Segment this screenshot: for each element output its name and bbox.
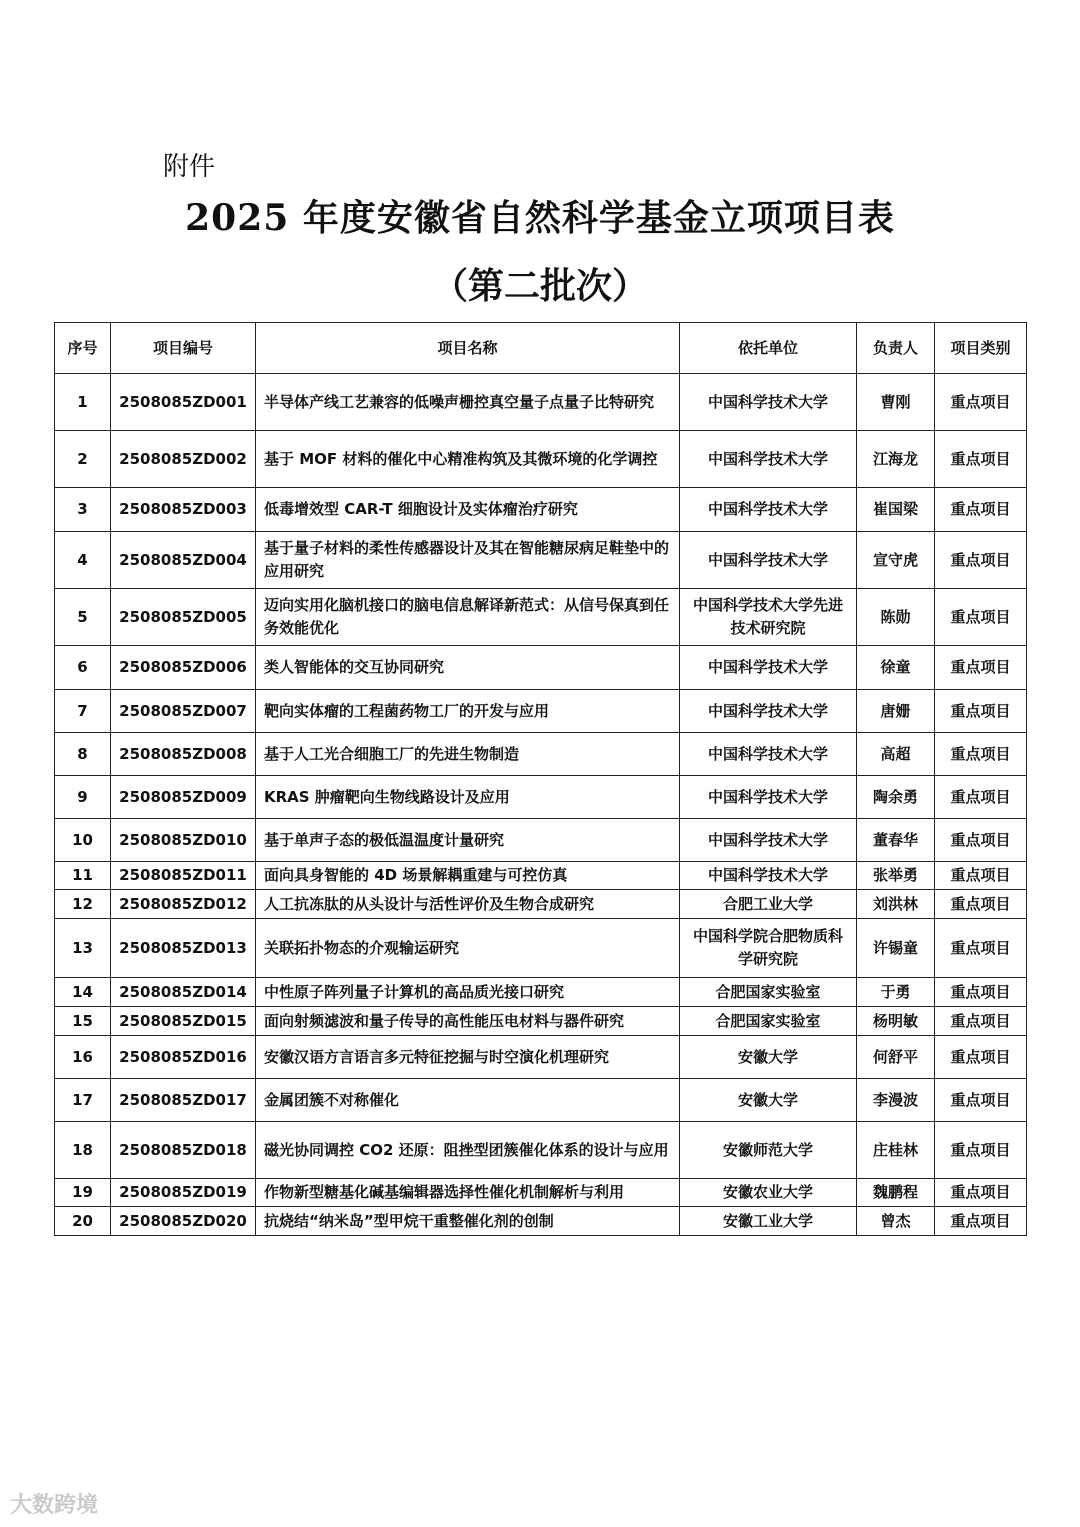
- table-row: [55, 919, 1027, 978]
- cell-lead: 董春华: [857, 819, 935, 862]
- cell-code: 2508085ZD014: [111, 978, 256, 1007]
- cell-no: 19: [55, 1179, 111, 1207]
- cell-no: 11: [55, 862, 111, 890]
- cell-name: 金属团簇不对称催化: [256, 1079, 680, 1122]
- table-row: [55, 431, 1027, 488]
- cell-type: 重点项目: [935, 1207, 1027, 1236]
- cell-unit: 安徽师范大学: [680, 1122, 857, 1179]
- cell-unit: 中国科学技术大学: [680, 488, 857, 532]
- table-header-row: [55, 323, 1027, 374]
- cell-no: 2: [55, 431, 111, 488]
- page-title: 2025 年度安徽省自然科学基金立项项目表: [185, 197, 895, 239]
- cell-type: 重点项目: [935, 690, 1027, 733]
- table-row: [55, 978, 1027, 1007]
- cell-name: KRAS 肿瘤靶向生物线路设计及应用: [256, 776, 680, 819]
- cell-unit: 中国科学院合肥物质科学研究院: [680, 919, 857, 978]
- cell-code: 2508085ZD007: [111, 690, 256, 733]
- cell-no: 13: [55, 919, 111, 978]
- cell-no: 12: [55, 890, 111, 919]
- table-row: [55, 532, 1027, 589]
- cell-code: 2508085ZD008: [111, 733, 256, 776]
- cell-type: 重点项目: [935, 890, 1027, 919]
- cell-name: 面向具身智能的 4D 场景解耦重建与可控仿真: [256, 862, 680, 890]
- cell-lead: 于勇: [857, 978, 935, 1007]
- header-type: 项目类别: [935, 323, 1027, 374]
- cell-unit: 安徽农业大学: [680, 1179, 857, 1207]
- cell-code: 2508085ZD013: [111, 919, 256, 978]
- cell-type: 重点项目: [935, 488, 1027, 532]
- cell-name: 靶向实体瘤的工程菌药物工厂的开发与应用: [256, 690, 680, 733]
- cell-unit: 中国科学技术大学: [680, 431, 857, 488]
- cell-no: 9: [55, 776, 111, 819]
- cell-code: 2508085ZD015: [111, 1007, 256, 1036]
- table-row: [55, 819, 1027, 862]
- cell-no: 8: [55, 733, 111, 776]
- cell-no: 15: [55, 1007, 111, 1036]
- cell-unit: 合肥国家实验室: [680, 978, 857, 1007]
- cell-type: 重点项目: [935, 589, 1027, 646]
- cell-lead: 宣守虎: [857, 532, 935, 589]
- cell-name: 作物新型糖基化碱基编辑器选择性催化机制解析与利用: [256, 1179, 680, 1207]
- cell-no: 4: [55, 532, 111, 589]
- cell-type: 重点项目: [935, 776, 1027, 819]
- cell-name: 磁光协同调控 CO2 还原：阻挫型团簇催化体系的设计与应用: [256, 1122, 680, 1179]
- cell-name: 基于单声子态的极低温温度计量研究: [256, 819, 680, 862]
- cell-unit: 中国科学技术大学: [680, 819, 857, 862]
- cell-lead: 江海龙: [857, 431, 935, 488]
- cell-lead: 曹刚: [857, 374, 935, 431]
- header-name: 项目名称: [256, 323, 680, 374]
- cell-lead: 魏鹏程: [857, 1179, 935, 1207]
- cell-type: 重点项目: [935, 646, 1027, 690]
- cell-type: 重点项目: [935, 1179, 1027, 1207]
- table-row: [55, 488, 1027, 532]
- header-no: 序号: [55, 323, 111, 374]
- cell-name: 关联拓扑物态的介观输运研究: [256, 919, 680, 978]
- cell-lead: 许锡童: [857, 919, 935, 978]
- cell-unit: 安徽工业大学: [680, 1207, 857, 1236]
- cell-type: 重点项目: [935, 374, 1027, 431]
- projects-table: [54, 322, 1027, 1236]
- cell-lead: 庄桂林: [857, 1122, 935, 1179]
- cell-type: 重点项目: [935, 1079, 1027, 1122]
- cell-unit: 合肥国家实验室: [680, 1007, 857, 1036]
- cell-type: 重点项目: [935, 862, 1027, 890]
- table-row: [55, 589, 1027, 646]
- table-row: [55, 374, 1027, 431]
- cell-code: 2508085ZD009: [111, 776, 256, 819]
- cell-name: 人工抗冻肽的从头设计与活性评价及生物合成研究: [256, 890, 680, 919]
- cell-name: 半导体产线工艺兼容的低噪声栅控真空量子点量子比特研究: [256, 374, 680, 431]
- table-row: [55, 776, 1027, 819]
- cell-no: 6: [55, 646, 111, 690]
- cell-code: 2508085ZD002: [111, 431, 256, 488]
- cell-code: 2508085ZD005: [111, 589, 256, 646]
- table-row: [55, 890, 1027, 919]
- cell-name: 基于量子材料的柔性传感器设计及其在智能糖尿病足鞋垫中的应用研究: [256, 532, 680, 589]
- cell-type: 重点项目: [935, 1036, 1027, 1079]
- cell-lead: 何舒平: [857, 1036, 935, 1079]
- cell-unit: 安徽大学: [680, 1079, 857, 1122]
- cell-name: 基于 MOF 材料的催化中心精准构筑及其微环境的化学调控: [256, 431, 680, 488]
- cell-name: 中性原子阵列量子计算机的高品质光接口研究: [256, 978, 680, 1007]
- cell-no: 5: [55, 589, 111, 646]
- cell-code: 2508085ZD004: [111, 532, 256, 589]
- cell-type: 重点项目: [935, 431, 1027, 488]
- cell-no: 14: [55, 978, 111, 1007]
- cell-unit: 中国科学技术大学先进技术研究院: [680, 589, 857, 646]
- cell-unit: 中国科学技术大学: [680, 690, 857, 733]
- cell-unit: 中国科学技术大学: [680, 532, 857, 589]
- cell-lead: 高超: [857, 733, 935, 776]
- table-body: [55, 374, 1027, 1236]
- cell-lead: 李漫波: [857, 1079, 935, 1122]
- cell-name: 抗烧结“纳米岛”型甲烷干重整催化剂的创制: [256, 1207, 680, 1236]
- cell-unit: 中国科学技术大学: [680, 776, 857, 819]
- cell-lead: 张举勇: [857, 862, 935, 890]
- cell-name: 迈向实用化脑机接口的脑电信息解译新范式：从信号保真到任务效能优化: [256, 589, 680, 646]
- cell-unit: 中国科学技术大学: [680, 374, 857, 431]
- cell-unit: 中国科学技术大学: [680, 733, 857, 776]
- header-unit: 依托单位: [680, 323, 857, 374]
- table-row: [55, 1079, 1027, 1122]
- cell-code: 2508085ZD011: [111, 862, 256, 890]
- cell-no: 17: [55, 1079, 111, 1122]
- cell-unit: 安徽大学: [680, 1036, 857, 1079]
- cell-type: 重点项目: [935, 1122, 1027, 1179]
- cell-code: 2508085ZD006: [111, 646, 256, 690]
- cell-code: 2508085ZD003: [111, 488, 256, 532]
- table-row: [55, 646, 1027, 690]
- cell-code: 2508085ZD001: [111, 374, 256, 431]
- cell-lead: 唐姗: [857, 690, 935, 733]
- cell-no: 20: [55, 1207, 111, 1236]
- table-row: [55, 862, 1027, 890]
- cell-unit: 中国科学技术大学: [680, 862, 857, 890]
- cell-code: 2508085ZD020: [111, 1207, 256, 1236]
- cell-no: 18: [55, 1122, 111, 1179]
- cell-type: 重点项目: [935, 978, 1027, 1007]
- table-row: [55, 733, 1027, 776]
- cell-lead: 陈勋: [857, 589, 935, 646]
- cell-type: 重点项目: [935, 819, 1027, 862]
- cell-no: 7: [55, 690, 111, 733]
- watermark: 大数跨境: [10, 1493, 99, 1518]
- cell-code: 2508085ZD019: [111, 1179, 256, 1207]
- cell-code: 2508085ZD018: [111, 1122, 256, 1179]
- page-subtitle: （第二批次）: [431, 265, 648, 307]
- cell-name: 类人智能体的交互协同研究: [256, 646, 680, 690]
- cell-code: 2508085ZD017: [111, 1079, 256, 1122]
- cell-no: 3: [55, 488, 111, 532]
- cell-lead: 徐童: [857, 646, 935, 690]
- table-row: [55, 1036, 1027, 1079]
- cell-name: 低毒增效型 CAR-T 细胞设计及实体瘤治疗研究: [256, 488, 680, 532]
- cell-code: 2508085ZD012: [111, 890, 256, 919]
- cell-no: 16: [55, 1036, 111, 1079]
- cell-code: 2508085ZD010: [111, 819, 256, 862]
- cell-no: 1: [55, 374, 111, 431]
- cell-lead: 陶余勇: [857, 776, 935, 819]
- cell-unit: 中国科学技术大学: [680, 646, 857, 690]
- cell-lead: 曾杰: [857, 1207, 935, 1236]
- cell-type: 重点项目: [935, 1007, 1027, 1036]
- table-row: [55, 1122, 1027, 1179]
- cell-lead: 杨明敏: [857, 1007, 935, 1036]
- table-row: [55, 1007, 1027, 1036]
- cell-type: 重点项目: [935, 532, 1027, 589]
- cell-no: 10: [55, 819, 111, 862]
- cell-type: 重点项目: [935, 733, 1027, 776]
- table-row: [55, 1207, 1027, 1236]
- cell-lead: 刘洪林: [857, 890, 935, 919]
- attachment-label: 附件: [163, 152, 216, 182]
- cell-name: 安徽汉语方言语言多元特征挖掘与时空演化机理研究: [256, 1036, 680, 1079]
- cell-name: 面向射频滤波和量子传导的高性能压电材料与器件研究: [256, 1007, 680, 1036]
- cell-lead: 崔国梁: [857, 488, 935, 532]
- cell-code: 2508085ZD016: [111, 1036, 256, 1079]
- table-row: [55, 690, 1027, 733]
- cell-name: 基于人工光合细胞工厂的先进生物制造: [256, 733, 680, 776]
- table-row: [55, 1179, 1027, 1207]
- header-code: 项目编号: [111, 323, 256, 374]
- cell-type: 重点项目: [935, 919, 1027, 978]
- cell-unit: 合肥工业大学: [680, 890, 857, 919]
- header-lead: 负责人: [857, 323, 935, 374]
